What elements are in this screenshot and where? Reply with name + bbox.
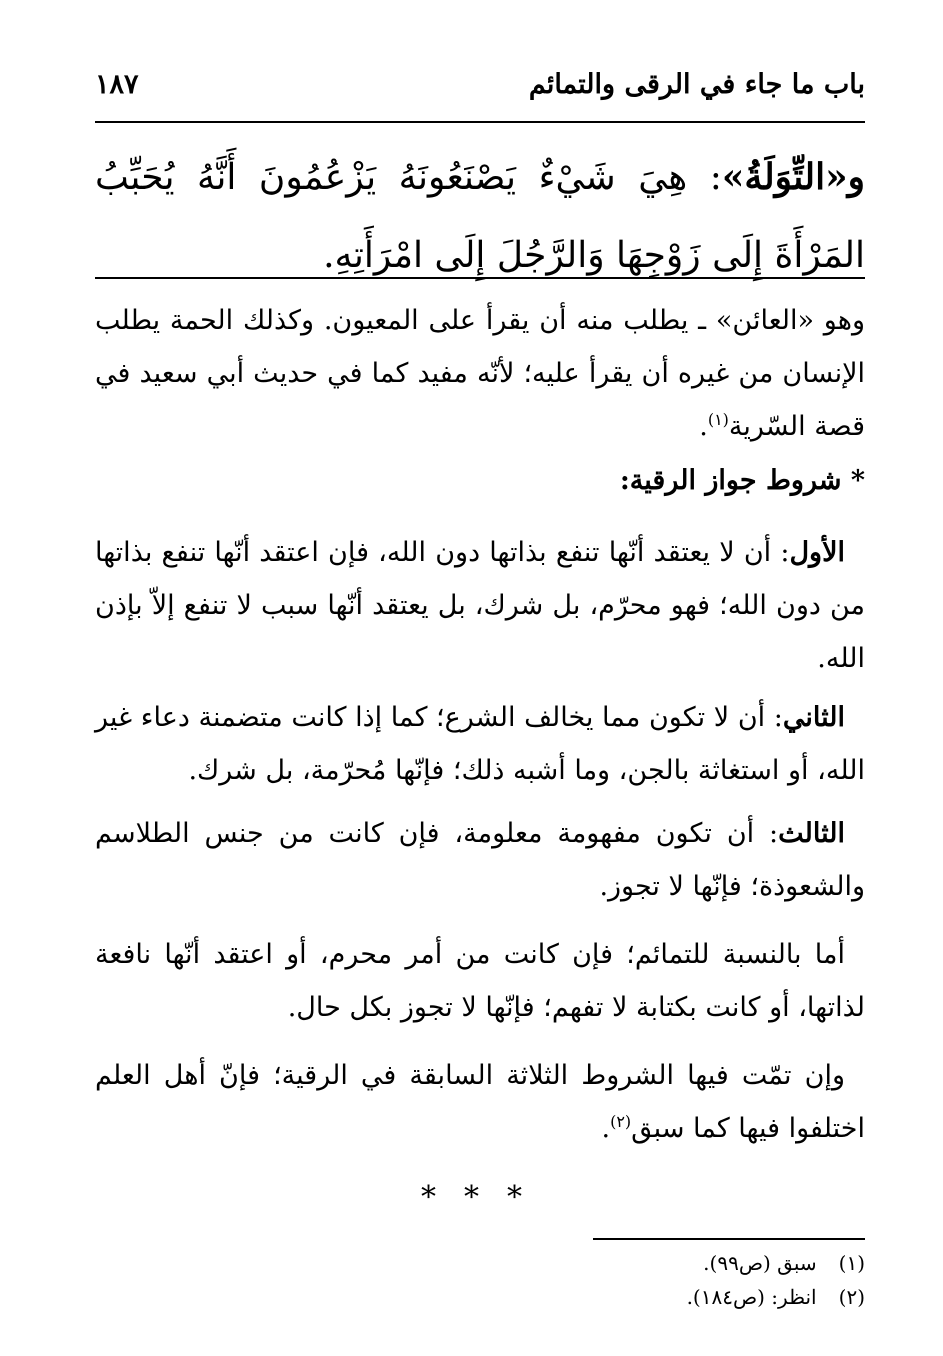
- amulets-text: أما بالنسبة للتمائم؛ فإن كانت من أمر محرم، أو اعتقد أنّها نافعة لذاتها، أو كانت بكتابة لا تفهم؛ فإنّها لا تجوز بكل حال.: [95, 939, 865, 1023]
- section-separator: [0, 1180, 943, 1215]
- footnotes: [400, 1246, 865, 1314]
- footnote-text: انظر: (ص١٨٤).: [686, 1285, 817, 1309]
- condition-second-text: : أن لا تكون مما يخالف الشرع؛ كما إذا كانت متضمنة دعاء غير الله، أو استغاثة بالجن، وما أشبه ذلك؛ فإنّها مُحرّمة، بل شرك.: [95, 702, 865, 786]
- footnote-item: [400, 1280, 865, 1314]
- section-title: * شروط جواز الرقية:: [619, 465, 865, 496]
- paragraph-ain-text: وهو «العائن» ـ يطلب منه أن يقرأ على المعيون. وكذلك الحمة يطلب الإنسان من غيره أن يقرأ عليه؛ لأنّه مفيد كما في حديث أبي سعيد في قصة السّرية: [95, 305, 865, 442]
- separator-star: *: [464, 1180, 479, 1215]
- chapter-title: باب ما جاء في الرقى والتمائم: [528, 68, 865, 100]
- condition-third: [95, 807, 865, 913]
- hadith-definition: : هِيَ شَيْءٌ يَصْنَعُونَهُ يَزْعُمُونَ أَنَّهُ يُحَبِّبُ المَرْأَةَ إِلَى زَوْجِهَا وَالرَّجُلَ إِلَى امْرَأَتِهِ.: [95, 157, 865, 276]
- hadith-text: [95, 138, 865, 295]
- paragraph-ain: [95, 294, 865, 453]
- disagreement-text: وإن تمّت فيها الشروط الثلاثة السابقة في الرقية؛ فإنّ أهل العلم اختلفوا فيها كما سبق: [95, 1060, 865, 1144]
- footnote-number: (٢): [838, 1285, 865, 1309]
- condition-second-label: الثاني: [782, 702, 845, 733]
- condition-first-label: الأول: [789, 537, 845, 568]
- condition-third-text: : أن تكون مفهومة معلومة، فإن كانت من جنس الطلاسم والشعوذة؛ فإنّها لا تجوز.: [95, 818, 865, 902]
- footnote-text: سبق (ص٩٩).: [703, 1251, 817, 1275]
- footnote-divider: [593, 1238, 865, 1240]
- separator-star: *: [421, 1180, 436, 1215]
- footnote-item: [400, 1246, 865, 1280]
- condition-second: [95, 691, 865, 797]
- condition-first: [95, 526, 865, 685]
- hadith-term: و«التِّوَلَةُ»: [721, 156, 865, 198]
- page-header: [95, 62, 865, 106]
- separator-star: *: [507, 1180, 522, 1215]
- footnote-ref-1: (١): [707, 410, 729, 429]
- condition-third-label: الثالث: [778, 818, 845, 849]
- footnote-ref-2: (٢): [610, 1112, 632, 1131]
- disagreement-paragraph: [95, 1049, 865, 1155]
- condition-first-text: : أن لا يعتقد أنّها تنفع بذاتها دون الله، فإن اعتقد أنّها تنفع بذاتها من دون الله؛ فهو محرّم، بل شرك، بل يعتقد أنّها سبب لا تنفع إلاّ بإذن الله.: [95, 537, 865, 674]
- footnote-number: (١): [838, 1251, 865, 1275]
- amulets-paragraph: [95, 928, 865, 1034]
- header-divider: [95, 121, 865, 123]
- page-number: ١٨٧: [95, 68, 139, 100]
- disagreement-end: .: [601, 1113, 611, 1144]
- hadith-divider: [95, 277, 865, 279]
- paragraph-ain-end: .: [699, 411, 708, 442]
